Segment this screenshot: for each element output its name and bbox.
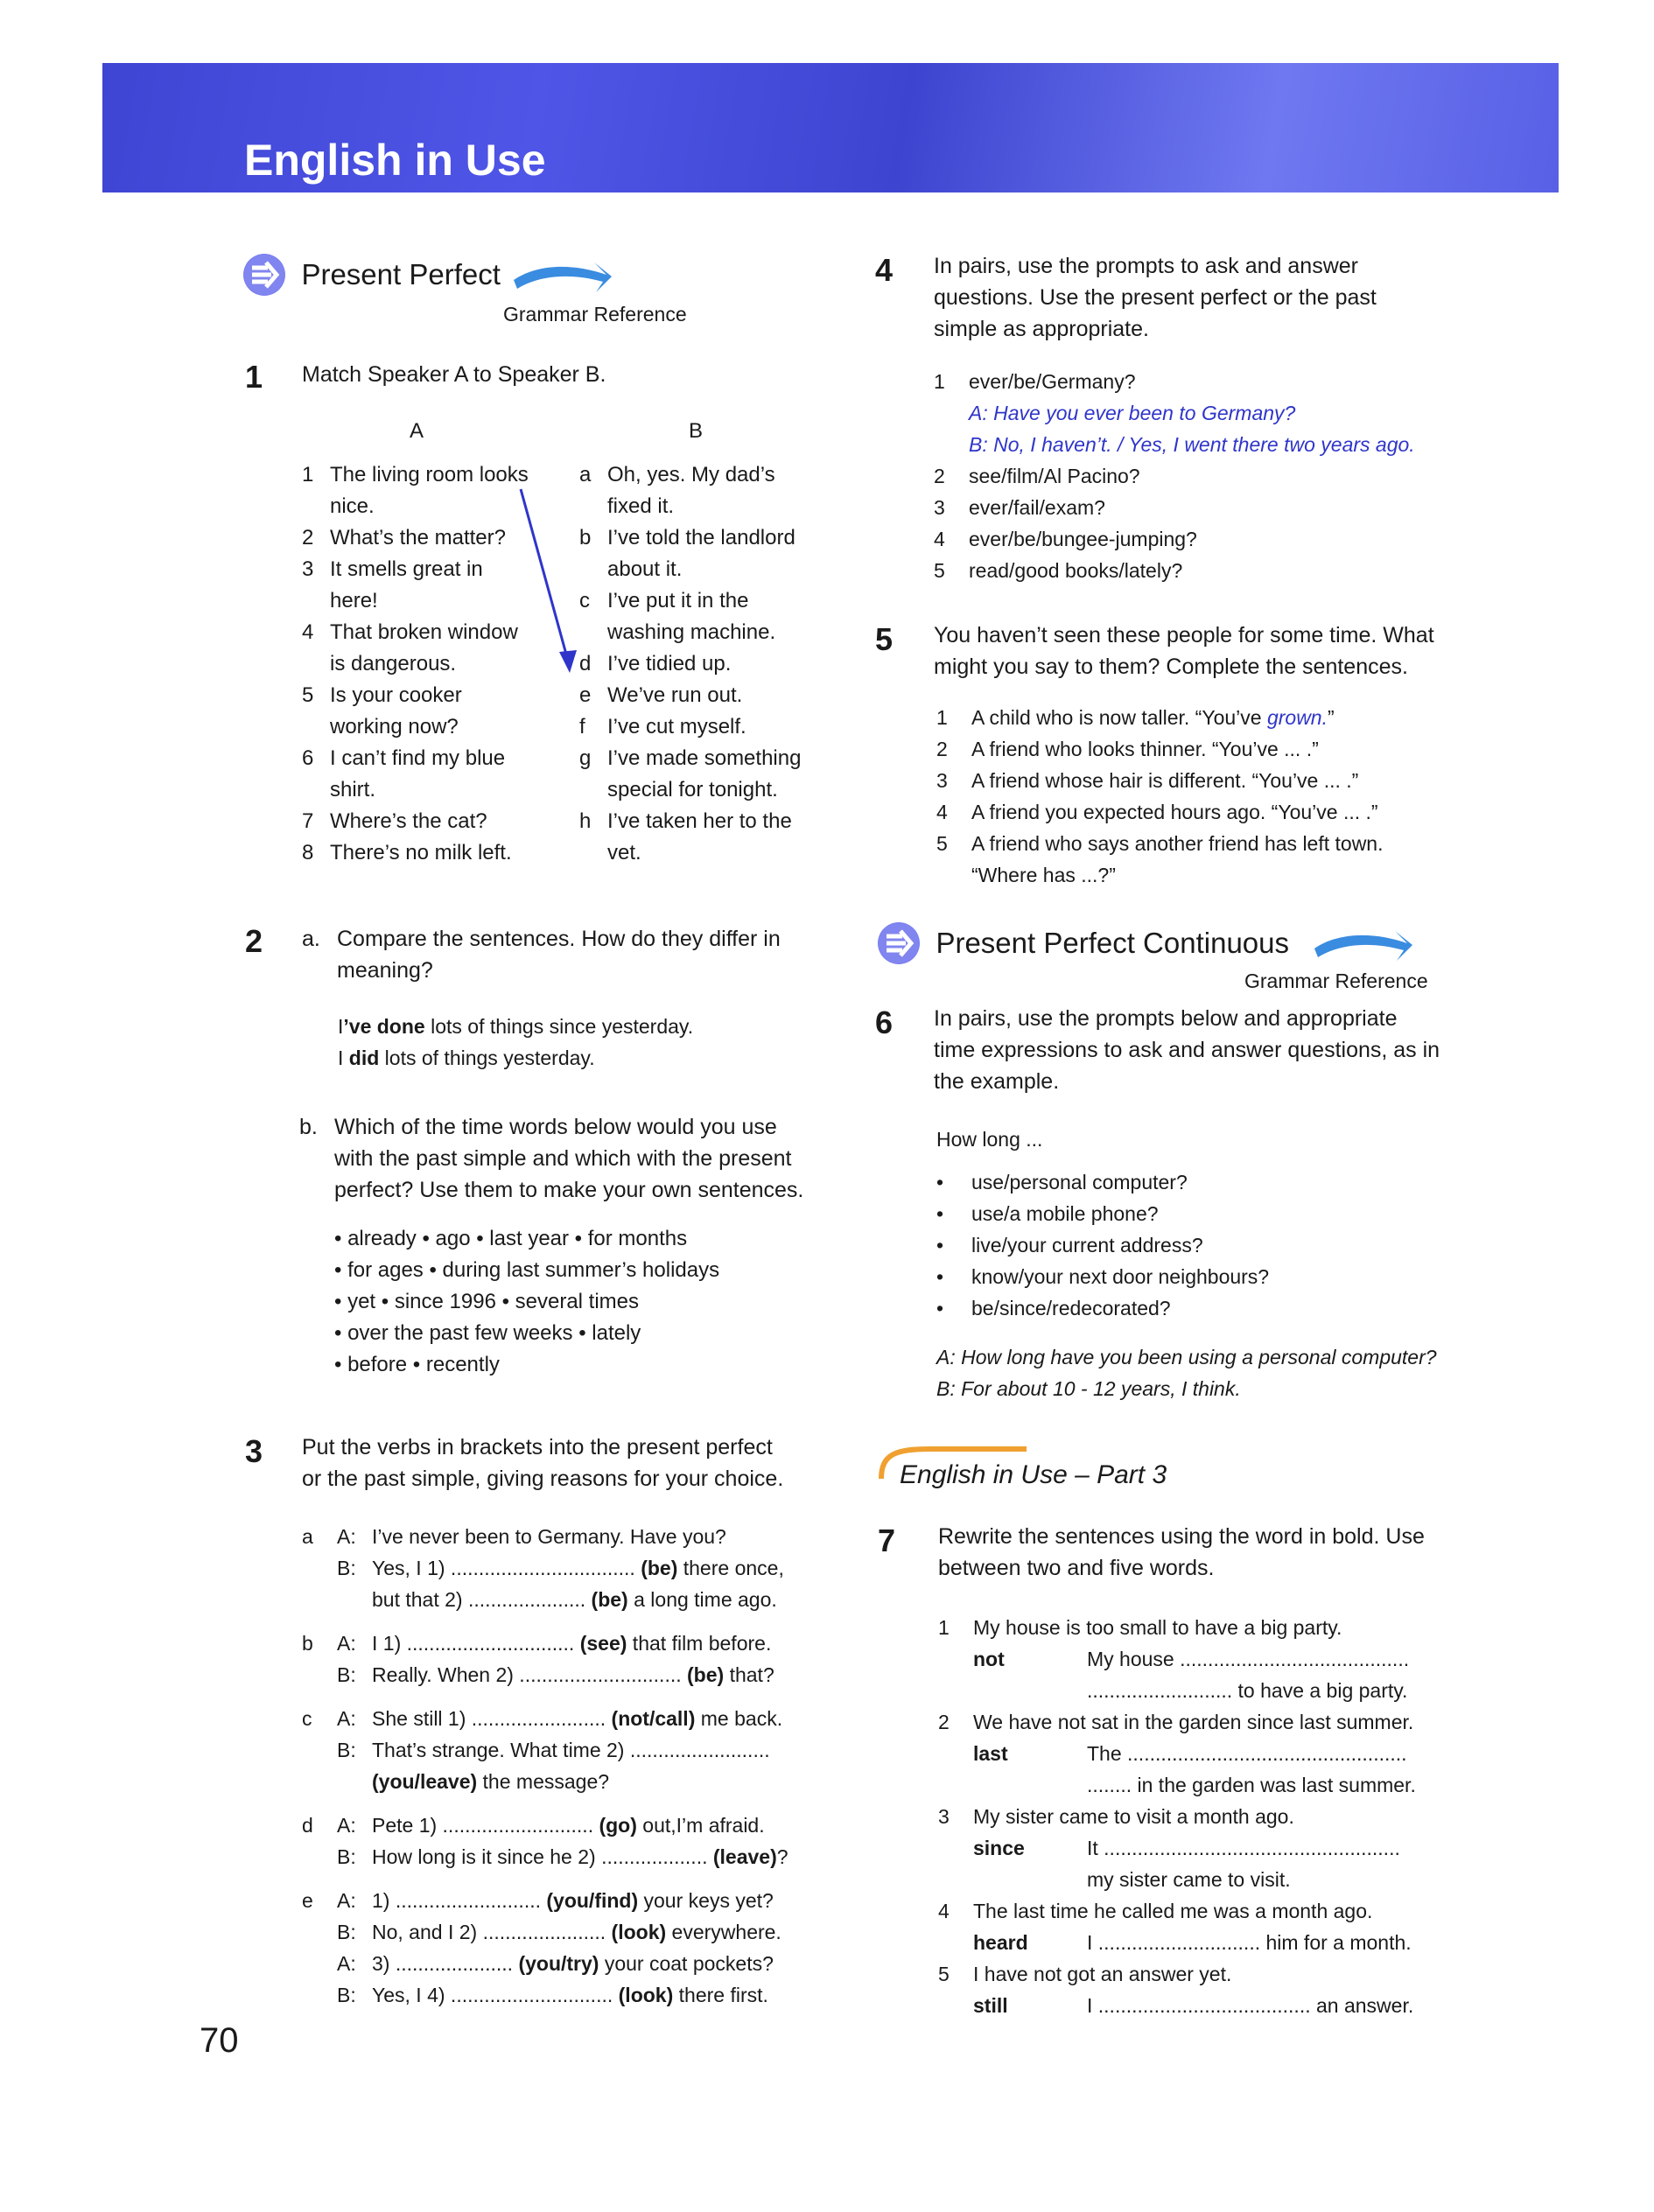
list-item: 1 ever/be/Germany? [934,370,1136,393]
list-item: 5 A friend who says another friend has left town. [936,832,1384,855]
list-item: c I’ve put it in the washing machine. [579,589,776,644]
section-arrow-icon [243,254,285,296]
section-arrow-icon [878,922,920,964]
list-item: 1 The living room looks nice. [302,463,529,518]
grammar-reference-link[interactable]: Grammar Reference [503,303,687,326]
list-item: b A: I 1) .............................. (see) that film before. B: Really. When 2) ............................. (be) that? [302,1632,774,1686]
grammar-reference-arrow-icon[interactable] [510,254,615,304]
list-item: 2 What’s the matter? [302,526,506,550]
list-item: 8 There’s no milk left. [302,841,512,864]
rewrite-list [938,1612,1463,2021]
prompt-bullet-list [936,1166,1461,1324]
exercise-instruction: In pairs, use the prompts to ask and answer questions. Use the present perfect or the past simple as appropriate. [934,254,1377,341]
list-item: • yet • since 1996 • several times [334,1290,640,1313]
list-item: 4 That broken window is dangerous. [302,620,518,676]
exercise-instruction: Match Speaker A to Speaker B. [302,362,606,387]
list-item: 3 My sister came to visit a month ago. since It ..................................................... my sister came to visit. [938,1805,1400,1891]
list-item: d I’ve tidied up. [579,652,732,676]
exercise-instruction: In pairs, use the prompts below and appropriate time expressions to ask and answer questions, as in the example. [934,1006,1440,1094]
header-banner [102,63,1559,192]
how-long-label: How long ... [936,1128,1043,1151]
list-item: d A: Pete 1) ........................... (go) out,I’m afraid. B: How long is it since he 2) ................... (leave)? [302,1814,788,1868]
exercise-instruction: a. Compare the sentences. How do they differ in meaning? [302,927,781,983]
example-dialogue: A: How long have you been using a personal computer? B: For about 10 - 12 years, I think. [936,1346,1437,1400]
list-item: f I’ve cut myself. [579,715,746,738]
list-item: b I’ve told the landlord about it. [579,526,795,581]
list-item: c A: She still 1) ........................ (not/call) me back. B: That’s strange. What time 2) ......................... (you/leave) the message? [302,1707,783,1793]
list-item: • know/your next door neighbours? [936,1265,1270,1288]
list-item: • use/personal computer? [936,1171,1188,1194]
exercise-number: 5 [875,621,894,657]
list-item: a A: I’ve never been to Germany. Have you? B: Yes, I 1) ................................. (be) there once, but that 2) ..................... (be) a long time ago. [302,1525,784,1611]
list-item: 1 A child who is now taller. “You’ve grown.” [936,706,1335,729]
exercise-number: 4 [875,252,894,288]
exercise-number: 3 [245,1433,263,1469]
part-title: English in Use – Part 3 [900,1460,1167,1489]
column-b-header: B [689,419,704,443]
list-item: e We’ve run out. [579,683,743,707]
exercise-instruction: Put the verbs in brackets into the present perfect or the past simple, giving reasons for your choice. [302,1435,784,1491]
example-sentences: I’ve done lots of things since yesterday. I did lots of things yesterday. [338,1015,694,1069]
list-item: • before • recently [334,1353,500,1376]
time-words-list [334,1223,824,1381]
list-item: 7 Where’s the cat? [302,809,487,833]
list-item: • be/since/redecorated? [936,1297,1171,1320]
list-item: 2 We have not sat in the garden since last summer. last The .................................................. ........ in the garden was last summer. [938,1711,1416,1796]
section-present-perfect [243,254,501,296]
list-item: • use/a mobile phone? [936,1202,1159,1225]
exercise-instruction: b. Which of the time words below would you use with the past simple and which with the present perfect? Use them to make your own sentences. [299,1115,804,1202]
section-title: Present Perfect [301,258,501,290]
list-item: e A: 1) .......................... (you/find) your keys yet? B: No, and I 2) ...................... (look) everywhere. A: 3) ..................... (you/try) your coat pockets? B: Yes, I 4) ............................. (look) there first. [302,1889,781,2006]
list-item: 5 read/good books/lately? [934,559,1183,582]
example-match-arrow [512,486,591,678]
grammar-reference-arrow-icon[interactable] [1311,922,1416,973]
list-item: 4 ever/be/bungee-jumping? [934,528,1197,550]
list-item: a Oh, yes. My dad’s fixed it. [579,463,775,518]
exercise-number: 6 [875,1004,894,1040]
example-answer-a: A: Have you ever been to Germany? [969,402,1296,424]
list-item: 3 A friend whose hair is different. “You’ve ... .” [936,769,1359,792]
exercise-instruction: You haven’t seen these people for some time. What might you say to them? Complete the sentences. [934,623,1434,679]
list-item: • for ages • during last summer’s holidays [334,1258,720,1282]
list-item: 5 I have not got an answer yet. still I ...................................... an answer. [938,1963,1414,2017]
exercise-number: 7 [878,1522,896,1558]
list-item: • live/your current address? [936,1234,1203,1256]
list-item: 5 Is your cooker working now? [302,683,462,738]
speaker-b-list [579,459,833,869]
list-item: 1 My house is too small to have a big party. not My house ......................................... .......................... to have a big party. [938,1616,1410,1702]
list-item: 6 I can’t find my blue shirt. [302,746,506,802]
exercise-instruction: Rewrite the sentences using the word in bold. Use between two and five words. [938,1524,1425,1580]
list-item-continuation: “Where has ...?” [971,864,1116,886]
grammar-reference-link[interactable]: Grammar Reference [1244,970,1428,992]
list-item: • already • ago • last year • for months [334,1227,688,1250]
list-item: 3 ever/fail/exam? [934,496,1105,519]
prompt-list [934,366,1494,586]
page-title: English in Use [244,136,546,185]
exercise-number: 2 [245,923,263,959]
section-title: Present Perfect Continuous [936,927,1290,959]
exercise-number: 1 [245,359,263,395]
column-a-header: A [410,419,424,443]
sentence-list [936,702,1461,891]
list-item: 3 It smells great in here! [302,557,483,612]
example-answer-b: B: No, I haven’t. / Yes, I went there two years ago. [969,433,1415,456]
page-number: 70 [200,2021,239,2060]
dialogue-list [302,1521,827,2011]
list-item: 4 A friend you expected hours ago. “You’ve ... .” [936,801,1378,823]
list-item: 2 A friend who looks thinner. “You’ve ... .” [936,738,1319,760]
list-item: g I’ve made something special for tonight. [579,746,802,802]
section-present-perfect-continuous [878,922,1289,964]
list-item: h I’ve taken her to the vet. [579,809,792,864]
list-item: • over the past few weeks • lately [334,1321,641,1345]
list-item: 4 The last time he called me was a month ago. heard I ............................. him for a month. [938,1900,1412,1954]
list-item: 2 see/film/Al Pacino? [934,465,1140,487]
